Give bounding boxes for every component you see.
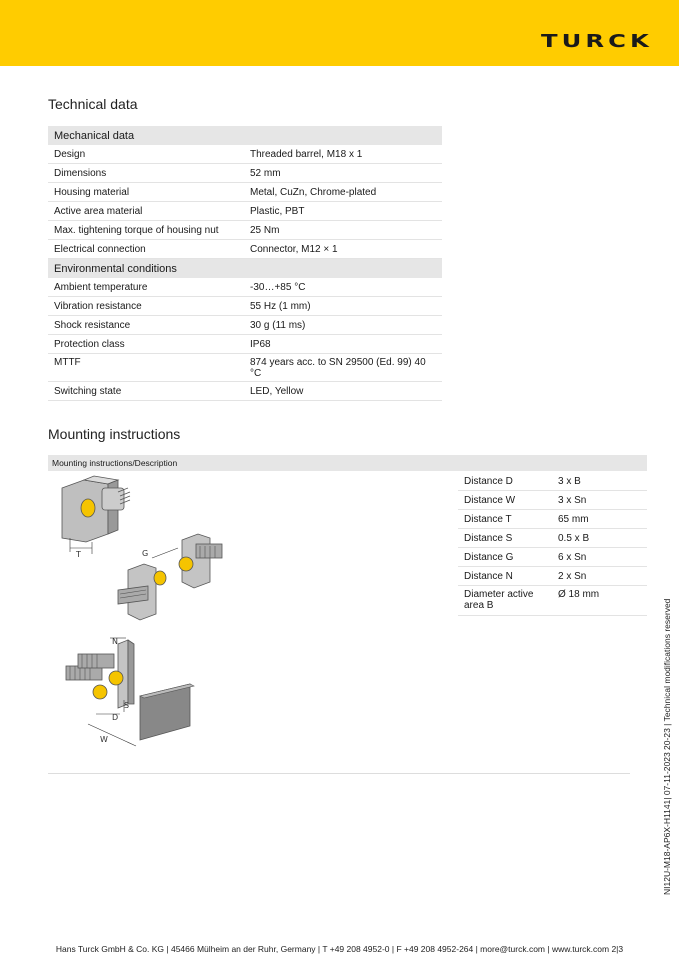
spec-key: Housing material xyxy=(48,183,244,202)
spec-key: Active area material xyxy=(48,202,244,221)
distance-key: Distance N xyxy=(458,567,552,586)
spec-key: Ambient temperature xyxy=(48,278,244,297)
label-s: S xyxy=(124,701,130,710)
table-row xyxy=(48,145,442,164)
spec-value: IP68 xyxy=(244,335,442,354)
spec-value: 30 g (11 ms) xyxy=(244,316,442,335)
divider xyxy=(48,773,630,774)
table-row xyxy=(458,567,647,586)
distance-key: Distance T xyxy=(458,510,552,529)
spec-key: Protection class xyxy=(48,335,244,354)
table-row xyxy=(458,472,647,491)
spec-value: LED, Yellow xyxy=(244,382,442,401)
label-w: W xyxy=(100,735,108,744)
table-row xyxy=(48,382,442,401)
table-row xyxy=(458,491,647,510)
spec-key: Design xyxy=(48,145,244,164)
table-row xyxy=(48,354,442,382)
table-row xyxy=(48,202,442,221)
spec-value: Plastic, PBT xyxy=(244,202,442,221)
distance-value: 6 x Sn xyxy=(552,548,647,567)
distance-value: 3 x B xyxy=(552,472,647,491)
table-row xyxy=(458,548,647,567)
table-row xyxy=(48,316,442,335)
mounting-description-bar: Mounting instructions/Description xyxy=(48,455,647,471)
distance-key: Distance G xyxy=(458,548,552,567)
spec-key: Max. tightening torque of housing nut xyxy=(48,221,244,240)
footer-address: Hans Turck GmbH & Co. KG | 45466 Mülheim an der Ruhr, Germany | T +49 208 4952-0 | F +49 208 4952-264 | more@turck.com | www.turck.com 2|3 xyxy=(55,944,624,954)
spec-key: Dimensions xyxy=(48,164,244,183)
distance-key: Diameter active area B xyxy=(458,586,552,616)
table-row xyxy=(458,510,647,529)
label-g: G xyxy=(142,549,149,558)
spec-value: 25 Nm xyxy=(244,221,442,240)
table-row xyxy=(458,529,647,548)
spec-value: Metal, CuZn, Chrome-plated xyxy=(244,183,442,202)
technical-data-table xyxy=(48,126,442,401)
spec-value: Threaded barrel, M18 x 1 xyxy=(244,145,442,164)
spec-value: 874 years acc. to SN 29500 (Ed. 99) 40 °C xyxy=(244,354,442,382)
distance-value: 0.5 x B xyxy=(552,529,647,548)
spec-key: Electrical connection xyxy=(48,240,244,259)
mounting-instructions-title: Mounting instructions xyxy=(48,426,181,442)
distance-value: Ø 18 mm xyxy=(552,586,647,616)
turck-logo: TURCK xyxy=(541,31,653,52)
spec-value: 55 Hz (1 mm) xyxy=(244,297,442,316)
distance-key: Distance W xyxy=(458,491,552,510)
spec-value: Connector, M12 × 1 xyxy=(244,240,442,259)
table-row xyxy=(48,164,442,183)
table-row xyxy=(48,183,442,202)
label-t: T xyxy=(76,550,81,559)
mounting-figure-facing xyxy=(118,534,222,620)
mounting-figure-side-by-side xyxy=(66,637,194,746)
distance-value: 3 x Sn xyxy=(552,491,647,510)
spec-key: Switching state xyxy=(48,382,244,401)
distance-key: Distance D xyxy=(458,472,552,491)
table-row xyxy=(48,278,442,297)
header-bar xyxy=(0,0,679,66)
technical-data-title: Technical data xyxy=(48,96,138,112)
section-mechanical: Mechanical data xyxy=(48,126,442,145)
label-d: D xyxy=(112,713,119,722)
table-row xyxy=(48,335,442,354)
distance-value: 65 mm xyxy=(552,510,647,529)
table-row xyxy=(48,240,442,259)
mounting-distances-table xyxy=(458,472,647,616)
table-row xyxy=(48,221,442,240)
section-environmental: Environmental conditions xyxy=(48,259,442,279)
spec-key: Shock resistance xyxy=(48,316,244,335)
spec-value: -30…+85 °C xyxy=(244,278,442,297)
distance-key: Distance S xyxy=(458,529,552,548)
label-n: N xyxy=(112,637,118,646)
spec-key: MTTF xyxy=(48,354,244,382)
side-document-info: NI12U-M18-AP6X-H1141| 07-11-2023 20-23 | Technical modifications reserved xyxy=(662,598,672,895)
table-row xyxy=(458,586,647,616)
mounting-figure-flush xyxy=(62,476,130,559)
table-row xyxy=(48,297,442,316)
spec-key: Vibration resistance xyxy=(48,297,244,316)
mounting-illustration xyxy=(48,474,248,754)
spec-value: 52 mm xyxy=(244,164,442,183)
distance-value: 2 x Sn xyxy=(552,567,647,586)
